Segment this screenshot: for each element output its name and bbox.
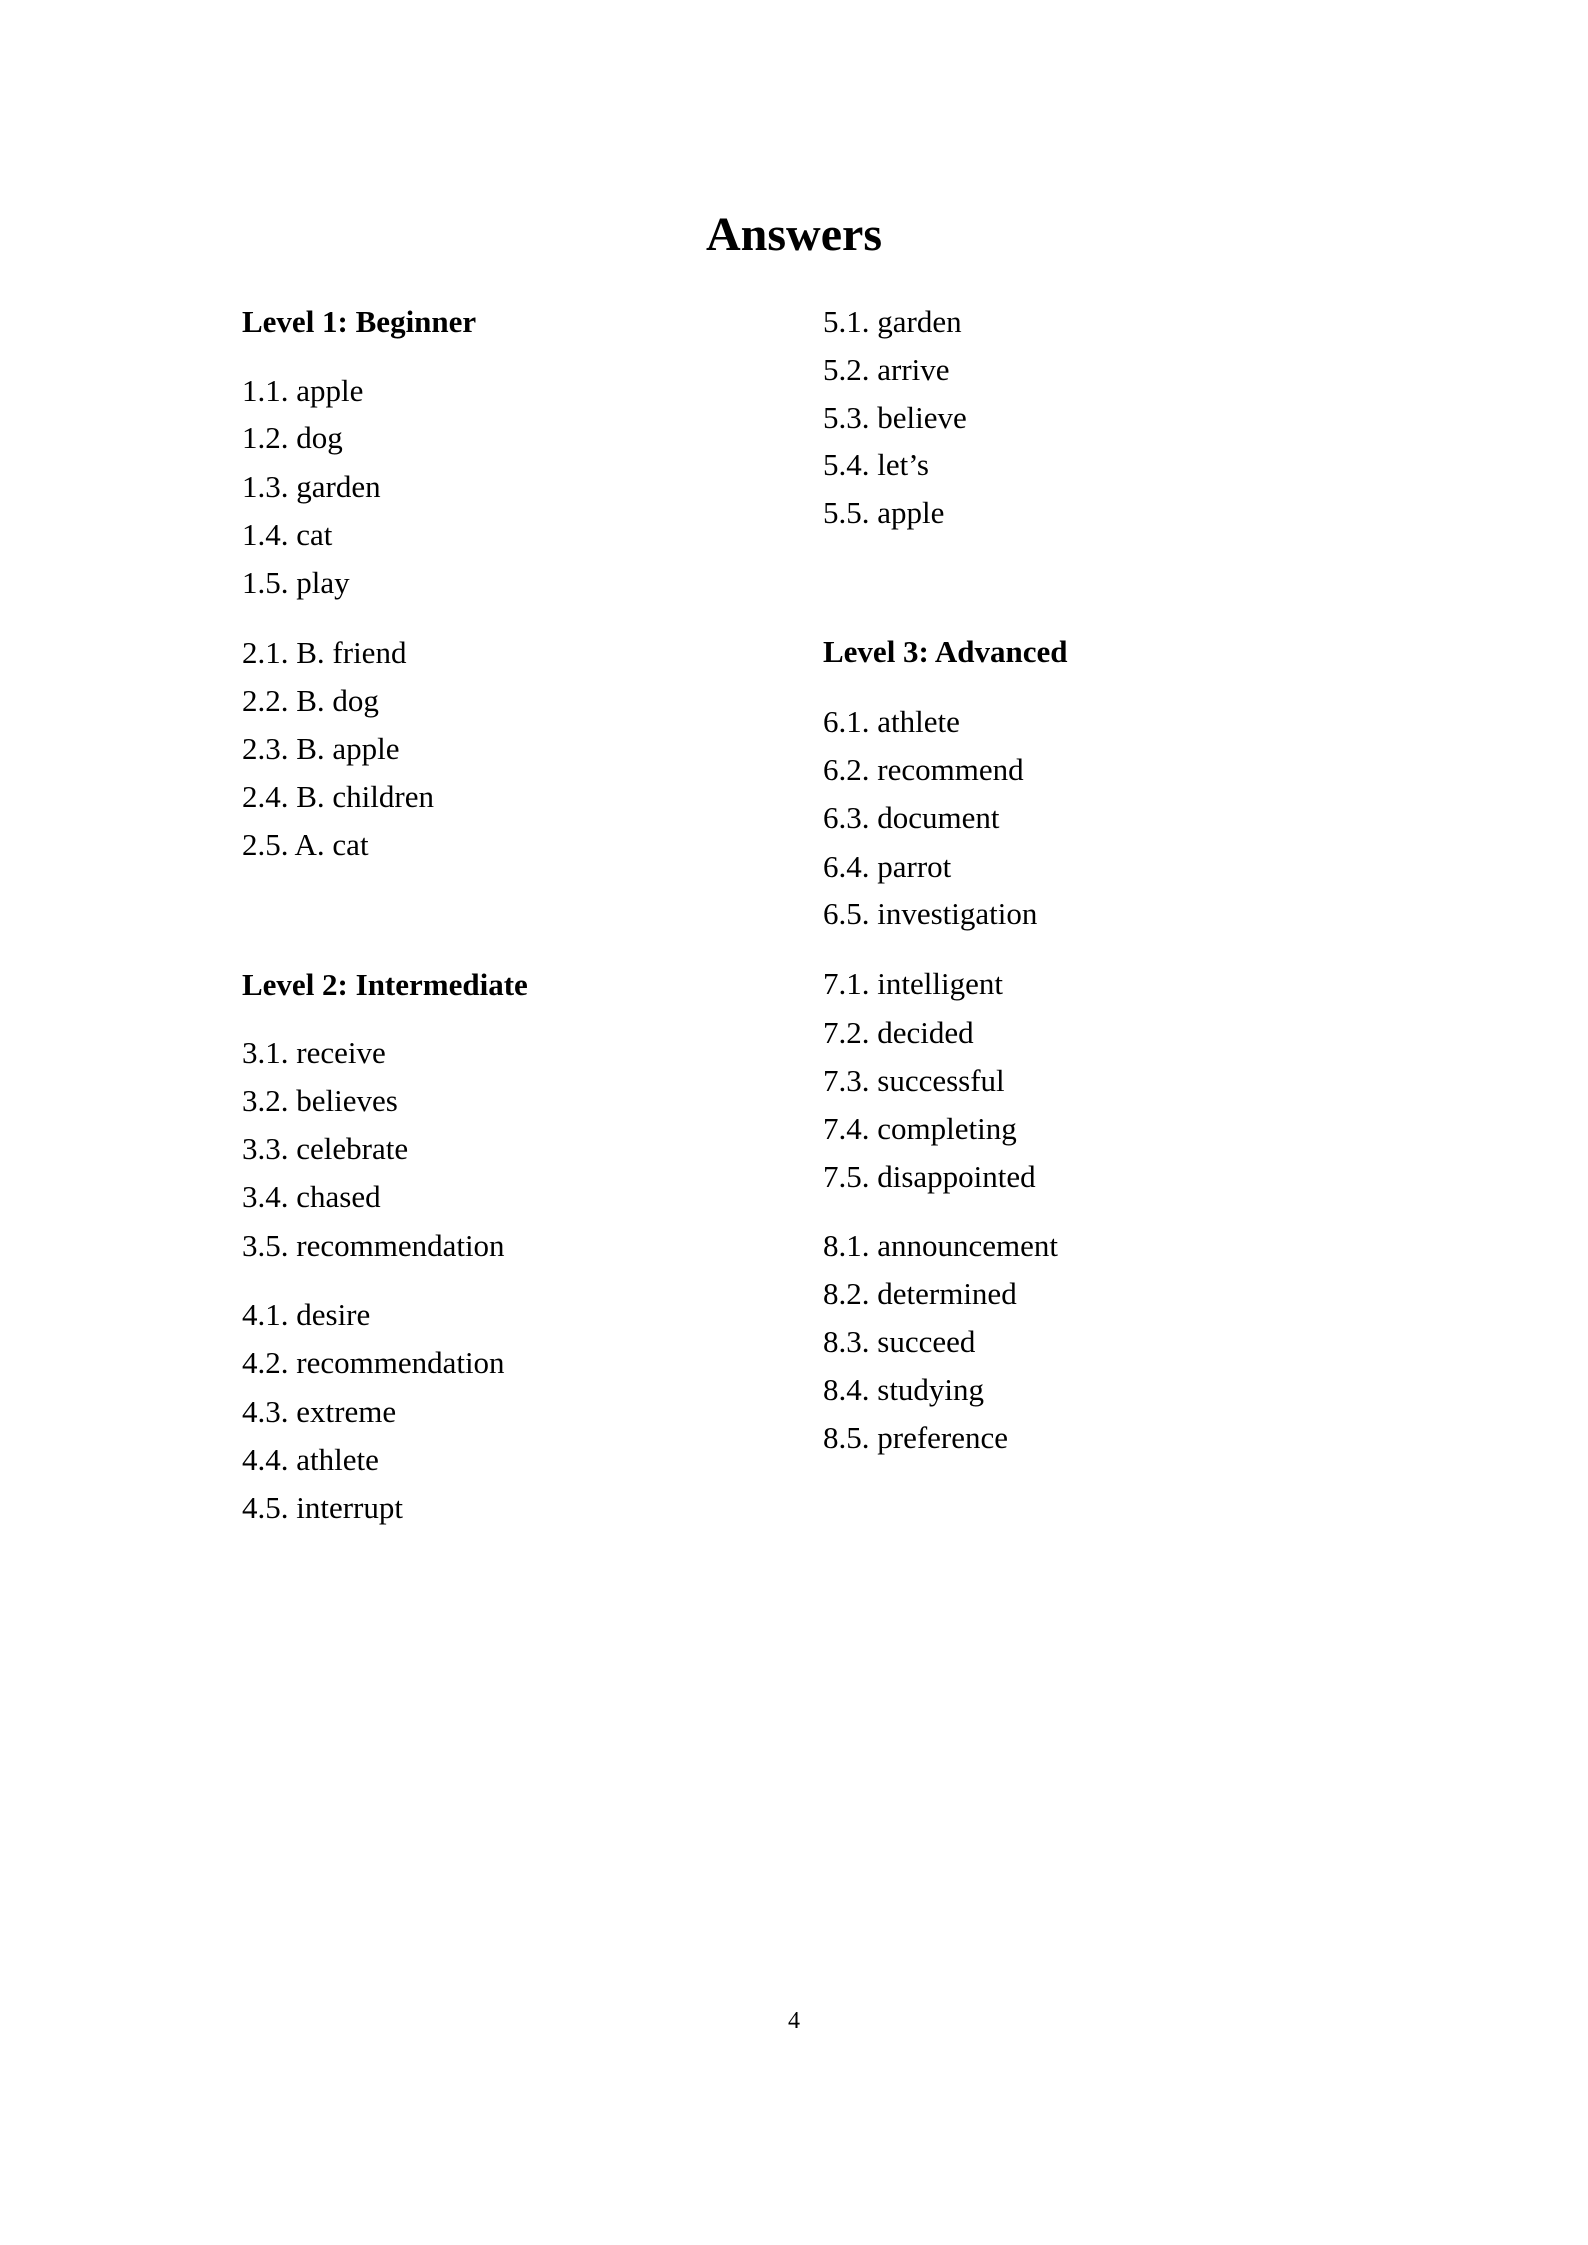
answer-item: 3.2. believes (242, 1083, 398, 1118)
level-2-heading: Level 2: Intermediate (242, 967, 528, 1002)
answer-item: 2.5. A. cat (242, 827, 369, 862)
answer-item: 3.3. celebrate (242, 1131, 409, 1166)
answer-item: 8.4. studying (823, 1372, 985, 1407)
answer-item: 1.3. garden (242, 469, 381, 504)
answer-item: 8.3. succeed (823, 1324, 976, 1359)
level-1-heading: Level 1: Beginner (242, 304, 477, 339)
answer-item: 4.3. extreme (242, 1394, 397, 1429)
answer-item: 4.4. athlete (242, 1442, 379, 1477)
answer-item: 5.5. apple (823, 495, 945, 530)
answer-item: 6.5. investigation (823, 896, 1038, 931)
answer-item: 8.5. preference (823, 1420, 1009, 1455)
answer-item: 1.1. apple (242, 373, 364, 408)
answer-item: 1.2. dog (242, 420, 343, 455)
answer-item: 2.1. B. friend (242, 635, 407, 670)
answer-item: 8.1. announcement (823, 1228, 1059, 1263)
page-title: Answers (706, 208, 882, 261)
answer-item: 6.4. parrot (823, 849, 952, 884)
answer-item: 1.5. play (242, 565, 350, 600)
answer-item: 7.5. disappointed (823, 1159, 1036, 1194)
answer-item: 7.1. intelligent (823, 966, 1003, 1001)
level-3-heading: Level 3: Advanced (823, 634, 1068, 669)
answer-item: 7.3. successful (823, 1063, 1005, 1098)
answer-item: 3.5. recommendation (242, 1228, 505, 1263)
answer-item: 2.3. B. apple (242, 731, 400, 766)
answer-item: 8.2. determined (823, 1276, 1017, 1311)
answer-item: 5.3. believe (823, 400, 967, 435)
answer-item: 3.4. chased (242, 1179, 381, 1214)
answer-item: 6.1. athlete (823, 704, 960, 739)
answer-item: 4.2. recommendation (242, 1345, 505, 1380)
answer-item: 7.4. completing (823, 1111, 1017, 1146)
answer-item: 3.1. receive (242, 1035, 386, 1070)
answer-item: 5.2. arrive (823, 352, 950, 387)
answer-item: 1.4. cat (242, 517, 333, 552)
answer-item: 4.5. interrupt (242, 1490, 403, 1525)
answer-item: 5.4. let’s (823, 447, 929, 482)
answer-item: 4.1. desire (242, 1297, 371, 1332)
answer-item: 5.1. garden (823, 304, 962, 339)
answer-item: 6.3. document (823, 800, 1000, 835)
answer-item: 6.2. recommend (823, 752, 1024, 787)
answer-item: 2.4. B. children (242, 779, 434, 814)
answer-item: 7.2. decided (823, 1015, 974, 1050)
answer-item: 2.2. B. dog (242, 683, 379, 718)
page-number: 4 (788, 2008, 800, 2034)
